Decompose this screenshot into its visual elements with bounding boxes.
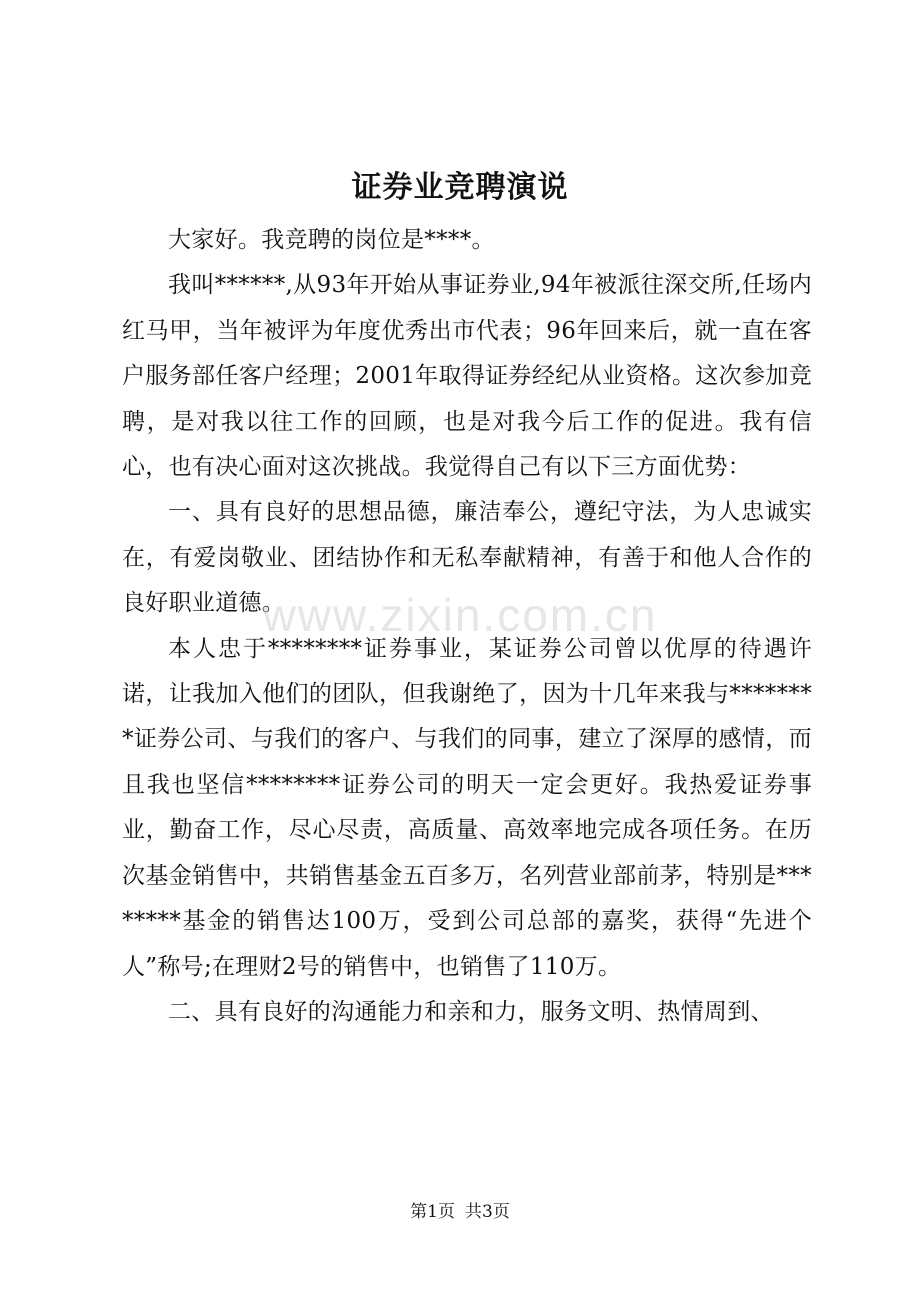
page-number: 第1页 [410,1202,455,1222]
document-title: 证券业竞聘演说 [351,170,569,205]
paragraph-advantage-one: 一、具有良好的思想品德，廉洁奉公，遵纪守法，为人忠诚实在，有爱岗敬业、团结协作和无私奉献精神，有善于和他人合作的良好职业道德。 [122,499,812,617]
paragraph-loyalty: 本人忠于********证券事业，某证券公司曾以优厚的待遇许诺，让我加入他们的团队，但我谢绝了，因为十几年来我与********证券公司、与我们的客户、与我们的同事，建立了深厚的感情，而且我也坚信********证券公司的明天一定会更好。我热爱证券事业，勤奋工作，尽心尽责，高质量、高效率地完成各项任务。在历次基金销售中，共销售基金五百多万，名列营业部前茅，特别是********基金的销售达100万，受到公司总部的嘉奖，获得“先进个人”称号;在理财2号的销售中，也销售了110万。 [122,635,812,980]
page-footer [0,1200,920,1224]
document-body [122,218,812,1035]
page-total: 共3页 [465,1202,510,1222]
paragraph-introduction: 我叫******,从93年开始从事证券业,94年被派往深交所,任场内红马甲，当年被评为年度优秀出市代表；96年回来后，就一直在客户服务部任客户经理；2001年取得证券经纪从业资格。这次参加竞聘，是对我以往工作的回顾，也是对我今后工作的促进。我有信心，也有决心面对这次挑战。我觉得自己有以下三方面优势： [122,272,812,481]
paragraph-advantage-two: 二、具有良好的沟通能力和亲和力，服务文明、热情周到、 [168,998,774,1025]
paragraph-greeting: 大家好。我竞聘的岗位是****。 [168,227,495,253]
watermark: www.zixin.com.cn [262,589,658,641]
